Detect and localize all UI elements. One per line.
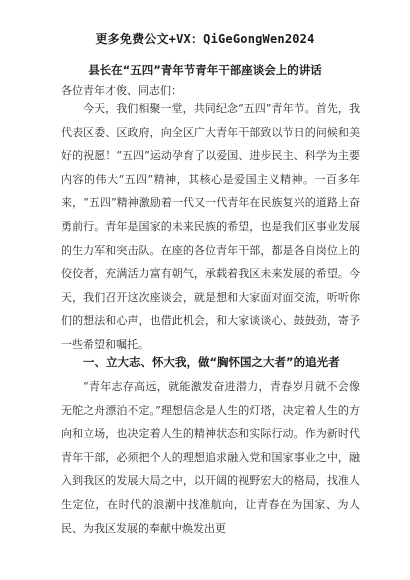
- header-note: 更多免费公文+VX：QiGeGongWen2024: [95, 32, 315, 46]
- document-title: 县长在“五四”青年节青年干部座谈会上的讲话: [88, 63, 322, 77]
- section-heading: 一、立大志、怀大我，做“胸怀国之大者”的追光者: [83, 355, 340, 369]
- salutation: 各位青年才俊、同志们：: [61, 84, 182, 97]
- paragraph-1: 今天，我们相聚一堂，共同纪念“五四”青年节。首先，我代表区委、区政府，向全区广大青年干部致以节日的问候和美好的祝愿！“五四”运动孕育了以爱国、进步民主、科学为主要内容的伟大“五四”精神，其核心是爱国主义精神。一百多年来，“五四”精神激励着一代又一代青年在民族复兴的道路上奋勇前行。青年是国家的未来民族的希望，也是我们区事业发展的生力军和突击队。在座的各位青年干部，都是各自岗位上的佼佼者，充满活力富有朝气，承载着我区未来发展的希望。今天，我们召开这次座谈会，就是想和大家面对面交流，听听你们的想法和心声，也借此机会，和大家谈谈心、鼓鼓劲，寄予一些希望和嘱托。: [61, 102, 360, 351]
- paragraph-2: “青年志存高远，就能激发奋进潜力，青春岁月就不会像无舵之舟漂泊不定。”理想信念是人生的灯塔，决定着人生的方向和立场，也决定着人生的精神状态和实际行动。作为新时代青年干部，必须把个人的理想追求融入党和国家事业之中，融入到我区的发展大局之中，以开阔的视野宏大的格局，找准人生定位，在时代的浪潮中找准航向，让青春在为国家、为人民、为我区发展的奉献中焕发出更: [61, 380, 360, 535]
